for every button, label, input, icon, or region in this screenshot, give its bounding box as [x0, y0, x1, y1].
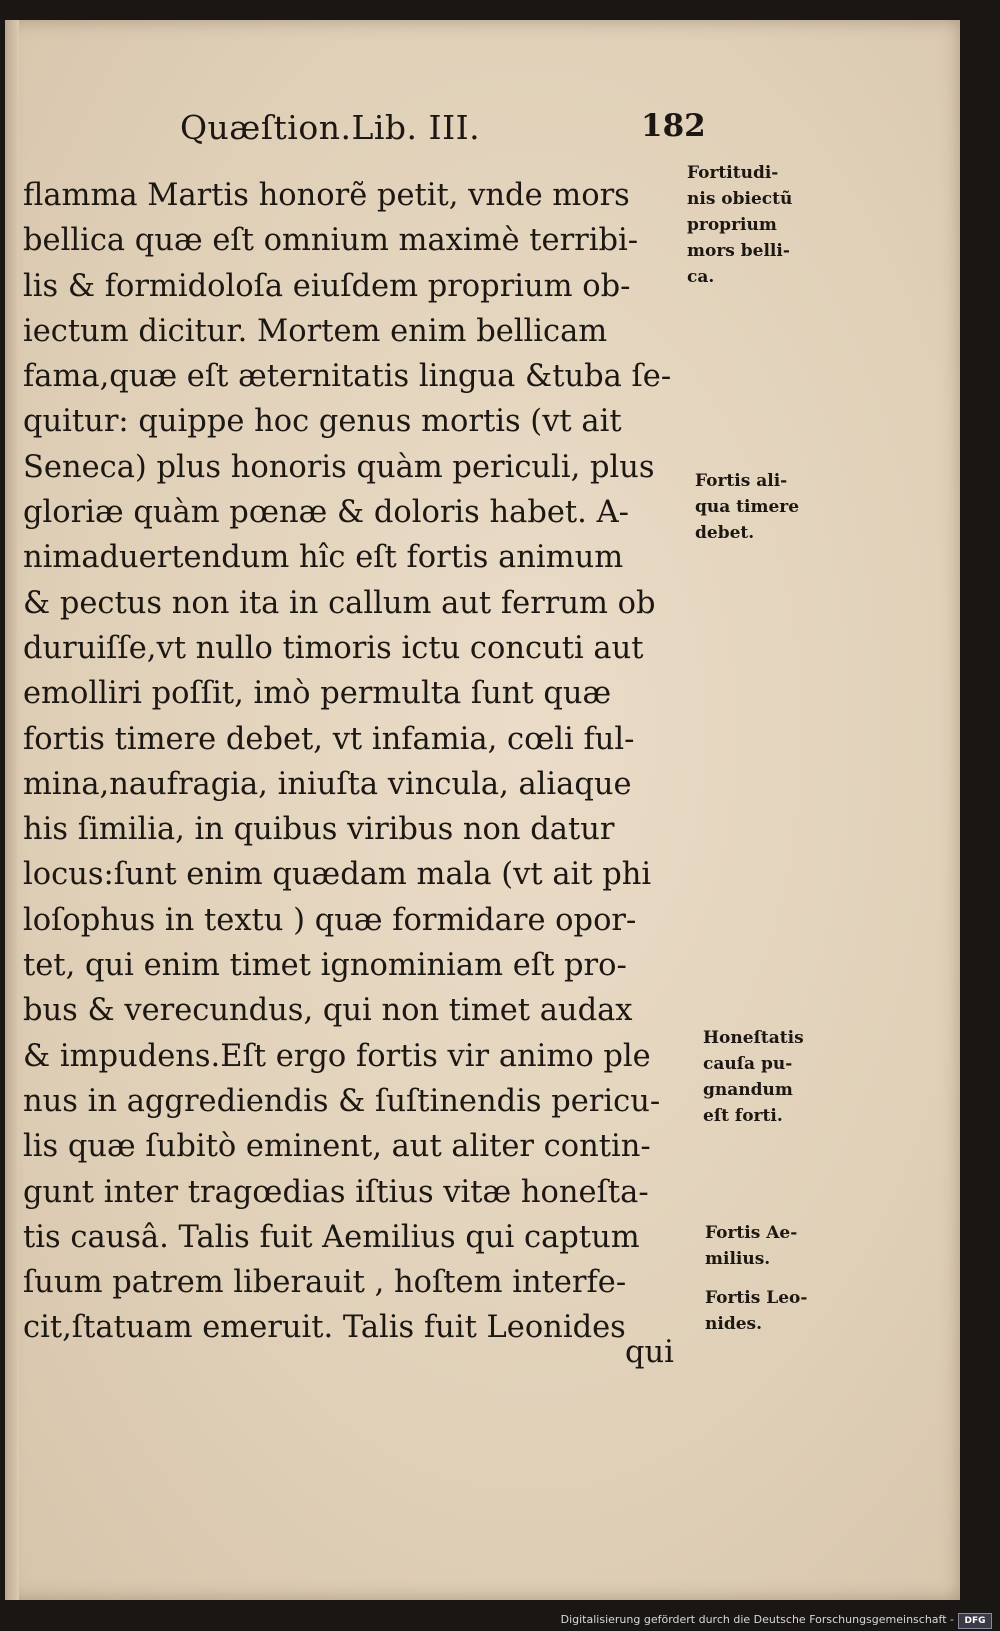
text-line: bellica quæ eſt omnium maximè terribi-: [23, 223, 639, 259]
text-line: loſophus in textu ) quæ formidare opor-: [23, 902, 637, 938]
marginal-note-aemilius: [705, 1220, 797, 1272]
marginal-note-line: cauſa pu-: [703, 1054, 793, 1074]
dfg-logo: DFG: [958, 1613, 992, 1629]
marginal-note-line: Fortis ali-: [695, 471, 788, 491]
text-line: bus & verecundus, qui non timet audax: [23, 993, 633, 1029]
text-line: & impudens.Eſt ergo fortis vir animo ple: [23, 1038, 651, 1074]
text-line: lis quæ ſubitò eminent, aut aliter contin-: [23, 1129, 651, 1165]
text-line: gunt inter tragœdias iſtius vitæ honeſta-: [23, 1174, 649, 1210]
text-line: tet, qui enim timet ignominiam eſt pro-: [23, 948, 627, 984]
text-line: emolliri poſſit, imò permulta ſunt quæ: [23, 676, 612, 712]
main-text-block: [23, 173, 683, 1351]
text-line: mina,naufragia, iniuſta vincula, aliaque: [23, 766, 632, 802]
marginal-note-line: Honeſtatis: [703, 1028, 804, 1048]
text-line: cit,ſtatuam emeruit. Talis fuit Leonides: [23, 1310, 626, 1346]
marginal-note-line: Fortitudi-: [687, 163, 779, 183]
text-line: iectum dicitur. Mortem enim bellicam: [23, 313, 608, 349]
marginal-note-honestatis: [703, 1025, 804, 1129]
marginal-note-line: mors belli-: [687, 241, 790, 261]
text-line: gloriæ quàm pœnæ & doloris habet. A-: [23, 495, 629, 531]
text-line: flamma Martis honorẽ petit, vnde mors: [23, 178, 630, 213]
marginal-note-line: nis obiectũ: [687, 189, 793, 209]
marginal-note-line: milius.: [705, 1249, 771, 1269]
marginal-note-line: proprium: [687, 215, 777, 235]
text-line: his ſimilia, in quibus viribus non datur: [23, 812, 615, 848]
marginal-note-line: gnandum: [703, 1080, 793, 1100]
book-page: [5, 20, 960, 1600]
text-line: duruiſſe,vt nullo timoris ictu concuti aut: [23, 630, 644, 666]
text-line: locus:ſunt enim quædam mala (vt ait phi: [23, 857, 652, 893]
funding-credit: Digitalisierung gefördert durch die Deutsche Forschungsgemeinschaft -: [560, 1613, 954, 1626]
page-number: 182: [641, 108, 706, 144]
text-line: & pectus non ita in callum aut ferrum ob: [23, 585, 656, 621]
catchword: qui: [625, 1335, 674, 1370]
text-line: fama,quæ eſt æternitatis lingua &tuba ſe-: [23, 359, 672, 395]
text-line: nimaduertendum hîc eſt fortis animum: [23, 540, 624, 576]
marginal-note-line: Fortis Ae-: [705, 1223, 798, 1243]
text-line: nus in aggrediendis & ſuſtinendis pericu-: [23, 1083, 661, 1119]
marginal-note-fortis-timere: [695, 468, 799, 546]
text-line: ſuum patrem liberauit , hoſtem interfe-: [23, 1265, 627, 1301]
page-gutter-shadow: [5, 20, 19, 1600]
text-line: tis causâ. Talis fuit Aemilius qui captum: [23, 1219, 640, 1255]
text-line: lis & formidoloſa eiuſdem proprium ob-: [23, 268, 631, 304]
marginal-note-leonides: [705, 1285, 807, 1337]
running-head: [5, 108, 960, 158]
text-line: Seneca) plus honoris quàm periculi, plus: [23, 449, 655, 485]
marginal-note-line: qua timere: [695, 497, 800, 517]
text-line: fortis timere debet, vt infamia, cœli ful-: [23, 721, 635, 757]
marginal-note-line: nides.: [705, 1314, 763, 1334]
marginal-note-line: Fortis Leo-: [705, 1288, 808, 1308]
marginal-note-line: eſt forti.: [703, 1106, 783, 1126]
running-head-title: Quæſtion.Lib. III.: [180, 108, 481, 147]
marginal-note-line: debet.: [695, 523, 755, 543]
text-line: quitur: quippe hoc genus mortis (vt ait: [23, 404, 622, 440]
marginal-note-fortitudinis: [687, 160, 792, 290]
digitization-footer: [0, 1610, 1000, 1631]
marginal-note-line: ca.: [687, 267, 715, 287]
